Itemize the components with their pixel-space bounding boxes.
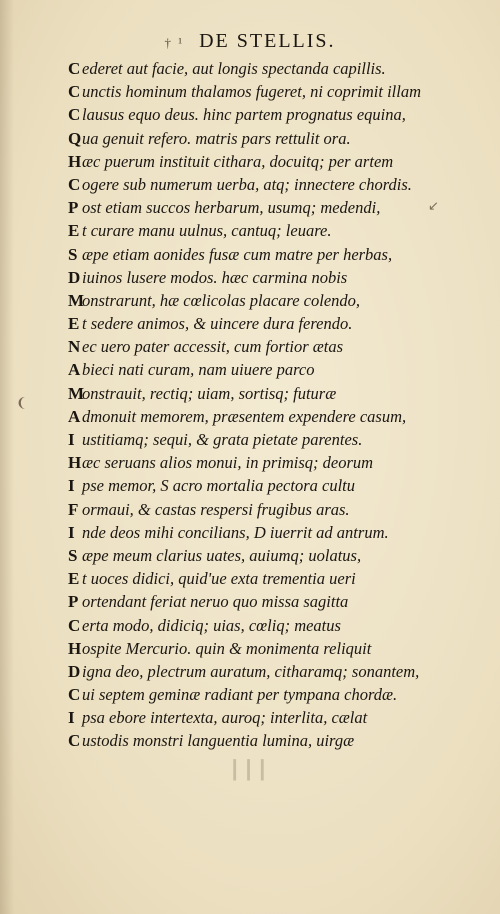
verse-line <box>68 335 468 358</box>
verse-line <box>68 127 468 150</box>
verse-initial: P <box>68 198 79 218</box>
verse-text: ustodis monstri languentia lumina, uirgæ <box>82 731 355 751</box>
verse-text: t uoces didici, quid'ue exta trementia ueri <box>82 569 356 589</box>
verse-text: dmonuit memorem, præsentem expendere casum, <box>82 406 407 426</box>
verse-line <box>68 451 468 474</box>
verse-initial: Q <box>68 128 82 148</box>
running-head <box>0 30 500 53</box>
verse-initial: I <box>68 708 75 728</box>
verse-line <box>68 266 468 289</box>
verse-initial: M <box>68 383 85 403</box>
verse-initial: A <box>68 406 81 426</box>
verse-text: ederet aut facie, aut longis spectanda capillis. <box>82 59 386 78</box>
verse-text: æpe meum clarius uates, auiumq; uolatus, <box>82 545 362 565</box>
verse-initial: C <box>68 105 81 125</box>
verse-initial: C <box>68 59 81 78</box>
verse-line <box>68 150 468 173</box>
verse-text: æc seruans alios monui, in primisq; deorum <box>82 453 374 473</box>
verse-text: erta modo, didiciq; uias, cœliq; meatus <box>82 615 341 635</box>
verse-initial: S <box>68 545 78 565</box>
verse-text: ua genuit refero. matris pars rettulit ora. <box>82 128 351 148</box>
verse-text: æc puerum instituit cithara, docuitq; per artem <box>82 151 394 171</box>
margin-bracket-icon: ❨ <box>16 395 27 410</box>
verse-initial: A <box>68 360 81 380</box>
verse-text: t sedere animos, & uincere dura ferendo. <box>82 314 353 334</box>
verse-initial: H <box>68 638 82 658</box>
verse-initial: S <box>68 244 78 264</box>
verse-line <box>68 243 468 266</box>
verse-text: ost etiam succos herbarum, usumq; medendi, <box>82 198 381 218</box>
verse-initial: E <box>68 221 80 241</box>
verse-text: ortendant feriat neruo quo missa sagitta <box>82 592 349 612</box>
verse-initial: F <box>68 499 79 519</box>
verse-initial: C <box>68 685 81 705</box>
verse-line <box>68 521 468 544</box>
verse-initial: E <box>68 314 80 334</box>
verse-line <box>68 219 468 242</box>
verse-initial: I <box>68 522 75 542</box>
verse-line <box>68 196 468 219</box>
verse-line <box>68 614 468 637</box>
verse-text: bieci nati curam, nam uiuere parco <box>82 360 315 380</box>
verse-text: ogere sub numerum uerba, atq; innectere chordis. <box>82 174 412 194</box>
verse-initial: P <box>68 592 79 612</box>
verse-initial: I <box>68 476 75 496</box>
verse-line <box>68 57 468 80</box>
verse-text: unctis hominum thalamos fugeret, ni coprimit illam <box>82 82 421 102</box>
verse-block <box>68 57 468 753</box>
verse-line <box>68 637 468 660</box>
verse-text: iuinos lusere modos. hæc carmina nobis <box>82 267 348 287</box>
verse-initial: D <box>68 661 81 681</box>
verse-text: onstrauit, rectiq; uiam, sortisq; futuræ <box>82 383 337 403</box>
verse-line <box>68 660 468 683</box>
verse-text: ustitiamq; sequi, & grata pietate parentes. <box>82 430 363 449</box>
verse-initial: C <box>68 731 81 751</box>
verse-text: igna deo, plectrum auratum, citharamq; sonantem, <box>82 661 420 681</box>
verse-line <box>68 103 468 126</box>
verse-line <box>68 474 468 497</box>
verse-initial: I <box>68 430 75 449</box>
verse-line <box>68 312 468 335</box>
verse-text: nde deos mihi concilians, D iuerrit ad antrum. <box>82 522 389 542</box>
verse-line <box>68 382 468 405</box>
verse-text: ospite Mercurio. quin & monimenta reliquit <box>82 638 372 658</box>
verse-line <box>68 567 468 590</box>
verse-text: ec uero pater accessit, cum fortior ætas <box>82 337 344 357</box>
verse-line <box>68 173 468 196</box>
verse-line <box>68 544 468 567</box>
margin-tick-icon: ↙ <box>428 198 439 213</box>
header-mark: † ¹ <box>164 35 185 50</box>
verse-initial: M <box>68 290 85 310</box>
verse-text: lausus equo deus. hinc partem prognatus equina, <box>82 105 406 125</box>
verse-line <box>68 405 468 428</box>
verse-line <box>68 706 468 729</box>
verse-line <box>68 729 468 752</box>
verse-initial: D <box>68 267 81 287</box>
verse-text: onstrarunt, hæ cœlicolas placare colendo, <box>82 290 361 310</box>
verse-line <box>68 590 468 613</box>
verse-text: psa ebore intertexta, auroq; interlita, cælat <box>82 708 368 728</box>
verse-initial: C <box>68 615 81 635</box>
show-through-mark: ┃┃┃ <box>229 760 271 780</box>
verse-initial: H <box>68 453 82 473</box>
verse-initial: E <box>68 569 80 589</box>
verse-line <box>68 498 468 521</box>
verse-text: ui septem geminæ radiant per tympana chordæ. <box>82 685 398 705</box>
verse-line <box>68 428 468 451</box>
verse-initial: N <box>68 337 81 357</box>
page-title: DE STELLIS. <box>199 30 336 52</box>
verse-line <box>68 683 468 706</box>
verse-initial: H <box>68 151 82 171</box>
verse-initial: C <box>68 82 81 102</box>
verse-text: ormaui, & castas respersi frugibus aras. <box>82 499 350 519</box>
verse-line <box>68 80 468 103</box>
verse-line <box>68 358 468 381</box>
verse-text: t curare manu uulnus, cantuq; leuare. <box>82 221 332 241</box>
verse-text: æpe etiam aonides fusæ cum matre per herbas, <box>82 244 393 264</box>
verse-initial: C <box>68 174 81 194</box>
verse-text: pse memor, S acro mortalia pectora cultu <box>82 476 355 496</box>
verse-line <box>68 289 468 312</box>
